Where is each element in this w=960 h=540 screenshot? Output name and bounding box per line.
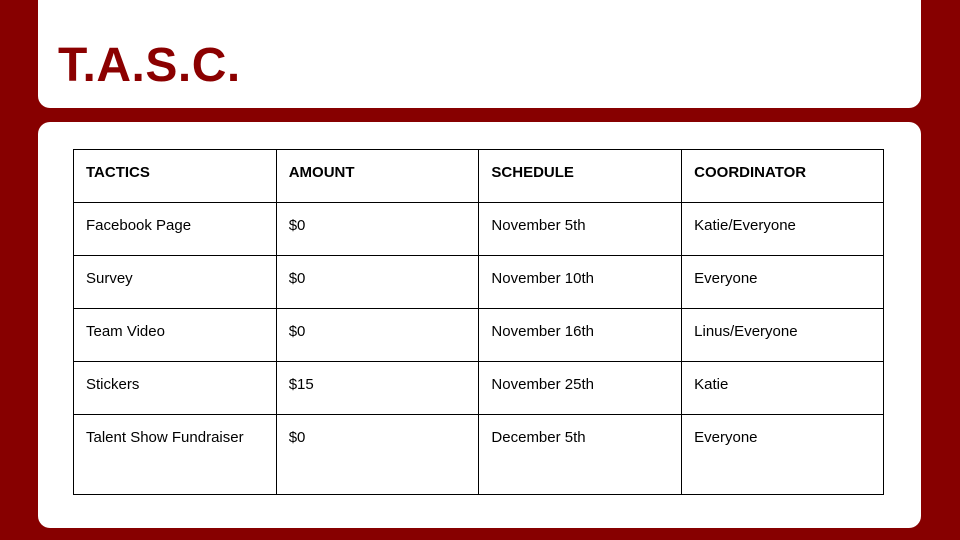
cell-coordinator: Katie <box>682 362 884 415</box>
table-row <box>74 203 884 256</box>
header-schedule: SCHEDULE <box>479 150 682 203</box>
cell-coordinator: Everyone <box>682 256 884 309</box>
table-row <box>74 415 884 495</box>
cell-schedule: November 16th <box>479 309 682 362</box>
table-row <box>74 309 884 362</box>
header-coordinator: COORDINATOR <box>682 150 884 203</box>
tactics-table <box>73 149 884 495</box>
cell-tactic: Talent Show Fundraiser <box>74 415 277 495</box>
cell-tactic: Stickers <box>74 362 277 415</box>
cell-schedule: November 10th <box>479 256 682 309</box>
cell-tactic: Team Video <box>74 309 277 362</box>
cell-coordinator: Everyone <box>682 415 884 495</box>
title-panel <box>38 0 921 108</box>
table-row <box>74 362 884 415</box>
cell-schedule: December 5th <box>479 415 682 495</box>
cell-amount: $0 <box>276 309 479 362</box>
cell-schedule: November 25th <box>479 362 682 415</box>
slide-title: T.A.S.C. <box>58 39 241 92</box>
cell-schedule: November 5th <box>479 203 682 256</box>
cell-tactic: Facebook Page <box>74 203 277 256</box>
content-panel <box>38 122 921 528</box>
cell-tactic: Survey <box>74 256 277 309</box>
header-amount: AMOUNT <box>276 150 479 203</box>
table-row <box>74 256 884 309</box>
table-header-row <box>74 150 884 203</box>
cell-amount: $0 <box>276 415 479 495</box>
cell-coordinator: Linus/Everyone <box>682 309 884 362</box>
cell-amount: $0 <box>276 203 479 256</box>
cell-coordinator: Katie/Everyone <box>682 203 884 256</box>
cell-amount: $0 <box>276 256 479 309</box>
cell-amount: $15 <box>276 362 479 415</box>
header-tactics: TACTICS <box>74 150 277 203</box>
